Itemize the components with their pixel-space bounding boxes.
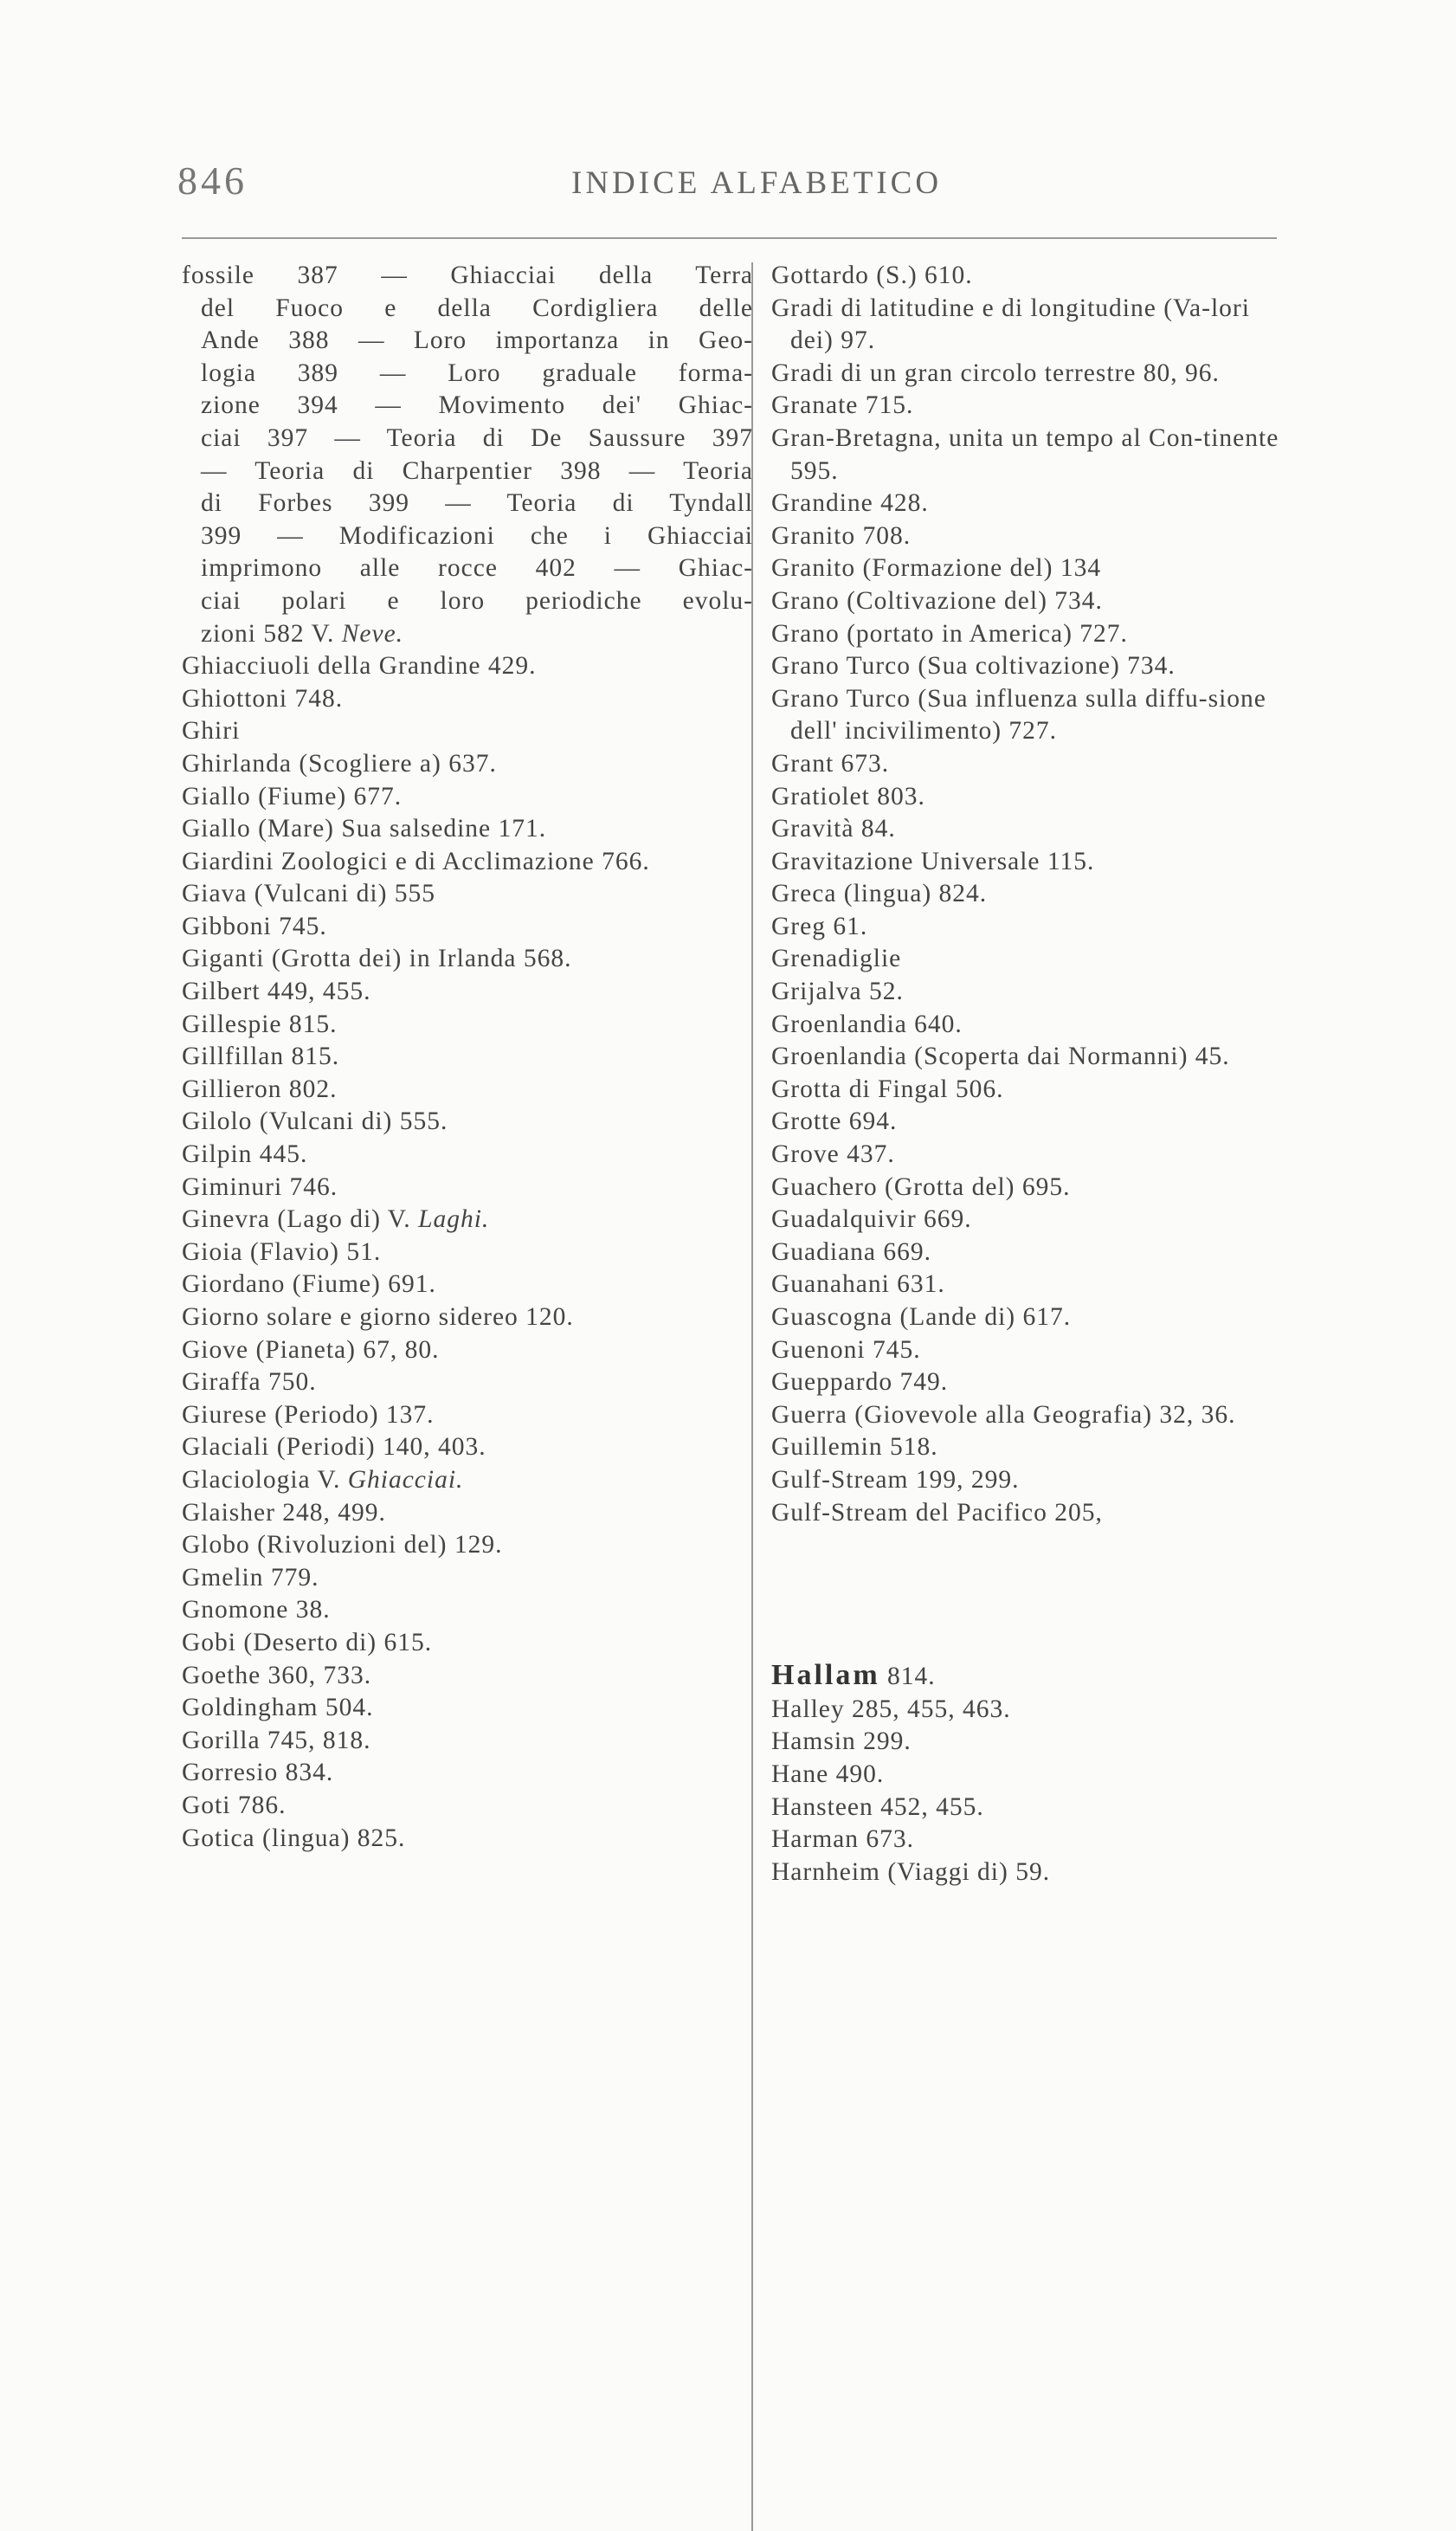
index-entry bbox=[771, 1204, 1299, 1236]
index-entry-text: Gobi (Deserto di) 615. bbox=[182, 1628, 433, 1656]
index-entry-text: Grano Turco (Sua influenza sulla diffu-sione dell' incivilimento) 727. bbox=[771, 684, 1266, 746]
index-entry-text: Halley 285, 455, 463. bbox=[771, 1695, 1011, 1723]
index-entry-text: Giurese (Periodo) 137. bbox=[182, 1400, 435, 1429]
index-entry bbox=[771, 1334, 1299, 1367]
index-entry-text: Giardini Zoologici e di Acclimazione 766. bbox=[182, 847, 650, 875]
right-entries bbox=[771, 260, 1299, 1529]
index-entry-text: Grano (Coltivazione del) 734. bbox=[771, 586, 1103, 615]
index-entry-text: Giava (Vulcani di) 555 bbox=[182, 880, 436, 908]
index-entry-text: Gillieron 802. bbox=[182, 1075, 338, 1103]
index-entry bbox=[771, 1759, 1299, 1792]
index-entry-text: Gottardo (S.) 610. bbox=[771, 261, 973, 289]
index-entry-text: Glaisher 248, 499. bbox=[182, 1498, 386, 1527]
see-reference: Ghiacciai. bbox=[347, 1465, 464, 1494]
left-column bbox=[182, 260, 753, 1855]
index-entry bbox=[182, 1660, 753, 1693]
index-entry bbox=[771, 943, 1299, 976]
section-h-entries bbox=[771, 1694, 1299, 1889]
index-entry-text: Goldingham 504. bbox=[182, 1694, 374, 1722]
index-entry-text: Guanahani 631. bbox=[771, 1270, 945, 1299]
index-entry-text: Gorilla 745, 818. bbox=[182, 1726, 371, 1754]
index-entry-text: Giganti (Grotta dei) in Irlanda 568. bbox=[182, 945, 572, 973]
see-reference: Laghi. bbox=[418, 1205, 490, 1234]
index-entry-text: Granito (Formazione del) 134 bbox=[771, 554, 1102, 583]
index-entry-text: Ghirlanda (Scogliere a) 637. bbox=[182, 749, 497, 778]
index-entry bbox=[182, 1627, 753, 1660]
index-entry bbox=[182, 1172, 753, 1204]
index-entry-text: Granate 715. bbox=[771, 391, 914, 420]
index-entry bbox=[771, 878, 1299, 911]
continuation-line: di Forbes 399 — Teoria di Tyndall bbox=[201, 489, 753, 518]
index-entry-text: Guenoni 745. bbox=[771, 1335, 921, 1364]
index-entry-text: Gmelin 779. bbox=[182, 1563, 319, 1592]
index-entry bbox=[182, 878, 753, 911]
index-entry bbox=[182, 1204, 753, 1236]
index-entry-text: Guillemin 518. bbox=[771, 1433, 938, 1462]
index-entry-text: Gravitazione Universale 115. bbox=[771, 847, 1095, 875]
section-head-rest: 814. bbox=[879, 1663, 936, 1691]
index-entry-text: Gnomone 38. bbox=[182, 1596, 331, 1624]
index-entry bbox=[182, 911, 753, 944]
index-entry-text: Giove (Pianeta) 67, 80. bbox=[182, 1335, 440, 1364]
index-entry bbox=[771, 1236, 1299, 1269]
continuation-line: imprimono alle rocce 402 — Ghiac- bbox=[201, 554, 753, 583]
index-entry bbox=[771, 1009, 1299, 1042]
index-entry bbox=[182, 813, 753, 846]
index-entry bbox=[182, 1464, 753, 1497]
index-entry bbox=[182, 683, 753, 716]
index-entry-text: Grenadiglie bbox=[771, 945, 902, 973]
index-entry bbox=[771, 813, 1299, 846]
index-entry bbox=[182, 1009, 753, 1042]
index-entry bbox=[771, 781, 1299, 814]
index-entry-text: Ginevra (Lago di) V. bbox=[182, 1205, 419, 1234]
index-entry bbox=[182, 1301, 753, 1334]
index-entry-text: Giminuri 746. bbox=[182, 1172, 338, 1201]
index-entry-text: Giordano (Fiume) 691. bbox=[182, 1270, 436, 1299]
index-entry bbox=[771, 748, 1299, 781]
index-entry-text: Hane 490. bbox=[771, 1759, 885, 1788]
continuation-paragraph bbox=[182, 260, 753, 650]
index-entry-text: Giraffa 750. bbox=[182, 1368, 317, 1397]
index-entry bbox=[771, 585, 1299, 618]
index-entry-text: Groenlandia 640. bbox=[771, 1010, 963, 1038]
index-entry-text: Grotte 694. bbox=[771, 1107, 898, 1136]
index-entry bbox=[182, 1041, 753, 1074]
index-entry-text: Harman 673. bbox=[771, 1825, 915, 1854]
index-entry bbox=[771, 1694, 1299, 1727]
index-entry-text: Giorno solare e giorno sidereo 120. bbox=[182, 1303, 574, 1331]
section-gap bbox=[771, 1529, 1299, 1659]
index-entry bbox=[771, 683, 1299, 748]
index-entry bbox=[771, 1792, 1299, 1824]
index-entry bbox=[182, 1823, 753, 1856]
index-entry bbox=[182, 976, 753, 1009]
index-entry bbox=[182, 943, 753, 976]
index-entry bbox=[771, 1366, 1299, 1399]
section-head-word: Hallam bbox=[771, 1659, 880, 1692]
index-entry bbox=[771, 1172, 1299, 1204]
index-entry-text: Gratiolet 803. bbox=[771, 782, 925, 810]
index-entry-text: Gran-Bretagna, unita un tempo al Con-tinente 595. bbox=[771, 423, 1279, 485]
continuation-line: zioni 582 V. Neve. bbox=[201, 619, 404, 648]
index-entry-text: Gulf-Stream del Pacifico 205, bbox=[771, 1498, 1103, 1527]
index-entry bbox=[771, 1041, 1299, 1074]
index-entry bbox=[771, 293, 1299, 358]
index-entry-text: Grano Turco (Sua coltivazione) 734. bbox=[771, 652, 1176, 681]
index-entry-text: Gulf-Stream 199, 299. bbox=[771, 1465, 1020, 1494]
index-entry-text: Gillfillan 815. bbox=[182, 1043, 340, 1071]
index-entry bbox=[182, 748, 753, 781]
index-entry-text: Ghiri bbox=[182, 717, 241, 746]
index-entry-text: Gilolo (Vulcani di) 555. bbox=[182, 1107, 448, 1136]
index-entry bbox=[771, 846, 1299, 879]
index-entry-text: Gibboni 745. bbox=[182, 912, 327, 940]
index-entry-text: Guadiana 669. bbox=[771, 1237, 932, 1266]
continuation-line: ciai 397 — Teoria di De Saussure 397 bbox=[201, 423, 753, 452]
index-entry-text: Guachero (Grotta del) 695. bbox=[771, 1172, 1071, 1201]
index-entry bbox=[182, 1269, 753, 1301]
index-entry bbox=[771, 1106, 1299, 1139]
index-entry bbox=[182, 1790, 753, 1823]
index-entry-text: Grant 673. bbox=[771, 749, 890, 778]
index-entry-text: Grove 437. bbox=[771, 1140, 895, 1169]
index-entry-text: Gradi di un gran circolo terrestre 80, 96. bbox=[771, 358, 1220, 387]
index-entry bbox=[182, 1757, 753, 1790]
index-entry bbox=[771, 911, 1299, 944]
index-entry bbox=[771, 1431, 1299, 1464]
index-entry-text: Gorresio 834. bbox=[182, 1759, 334, 1787]
index-entry-text: Guadalquivir 669. bbox=[771, 1205, 972, 1234]
column-divider bbox=[751, 262, 753, 2531]
index-entry bbox=[771, 1269, 1299, 1301]
index-entry bbox=[182, 1562, 753, 1595]
index-entry-text: Gradi di latitudine e di longitudine (Va-lori dei) 97. bbox=[771, 294, 1250, 355]
index-entry bbox=[771, 390, 1299, 423]
index-entry bbox=[771, 1139, 1299, 1172]
index-entry-text: Grotta di Fingal 506. bbox=[771, 1075, 1004, 1103]
index-entry bbox=[182, 1529, 753, 1562]
continuation-line: 399 — Modificazioni che i Ghiacciai bbox=[201, 521, 753, 550]
index-entry bbox=[182, 781, 753, 814]
index-entry bbox=[182, 650, 753, 683]
index-entry bbox=[771, 1726, 1299, 1759]
index-entry bbox=[182, 1074, 753, 1107]
index-entry-text: Greg 61. bbox=[771, 912, 868, 940]
index-entry bbox=[182, 1692, 753, 1725]
index-entry bbox=[182, 1366, 753, 1399]
continuation-line: Ande 388 — Loro importanza in Geo- bbox=[201, 326, 753, 355]
index-entry-text: Giallo (Mare) Sua salsedine 171. bbox=[182, 815, 547, 843]
index-entry-text: Hamsin 299. bbox=[771, 1727, 912, 1756]
index-entry-text: Gravità 84. bbox=[771, 815, 896, 843]
index-entry bbox=[182, 1334, 753, 1367]
index-entry bbox=[771, 976, 1299, 1009]
index-entry-text: Glaciologia V. bbox=[182, 1465, 348, 1494]
index-entry-text: Harnheim (Viaggi di) 59. bbox=[771, 1857, 1051, 1886]
continuation-line: fossile 387 — Ghiacciai della Terra bbox=[182, 261, 753, 289]
continuation-line: — Teoria di Charpentier 398 — Teoria bbox=[201, 456, 753, 485]
index-entry bbox=[182, 1106, 753, 1139]
continuation-line: logia 389 — Loro graduale forma- bbox=[201, 358, 753, 387]
index-entry bbox=[771, 260, 1299, 293]
index-entry-text: Globo (Rivoluzioni del) 129. bbox=[182, 1531, 503, 1559]
index-entry-text: Groenlandia (Scoperta dai Normanni) 45. bbox=[771, 1043, 1230, 1071]
index-entry-text: Grano (portato in America) 727. bbox=[771, 619, 1128, 648]
index-entry bbox=[771, 618, 1299, 651]
index-entry bbox=[182, 1431, 753, 1464]
index-entry-text: Gioia (Flavio) 51. bbox=[182, 1237, 382, 1266]
index-entry bbox=[771, 1824, 1299, 1856]
index-entry bbox=[182, 846, 753, 879]
header-rule bbox=[182, 237, 1277, 239]
index-entry-text: Goti 786. bbox=[182, 1791, 287, 1819]
section-h-head bbox=[771, 1659, 1299, 1694]
index-entry bbox=[771, 1497, 1299, 1530]
index-entry bbox=[182, 1497, 753, 1530]
index-entry-text: Ghiottoni 748. bbox=[182, 684, 344, 713]
index-entry-text: Grandine 428. bbox=[771, 489, 929, 518]
index-entry-text: Grijalva 52. bbox=[771, 978, 904, 1006]
index-entry-text: Gueppardo 749. bbox=[771, 1368, 949, 1397]
index-entry bbox=[771, 423, 1299, 487]
index-entry-text: Granito 708. bbox=[771, 521, 912, 550]
left-entries bbox=[182, 650, 753, 1855]
index-entry-text: Goethe 360, 733. bbox=[182, 1661, 372, 1689]
index-entry bbox=[771, 520, 1299, 553]
index-entry bbox=[771, 1399, 1299, 1432]
index-entry bbox=[771, 358, 1299, 391]
index-entry-text: Guascogna (Lande di) 617. bbox=[771, 1303, 1072, 1331]
index-entry bbox=[182, 1399, 753, 1432]
right-column bbox=[771, 260, 1299, 1889]
page-number: 846 bbox=[177, 158, 248, 203]
index-entry bbox=[771, 1464, 1299, 1497]
continuation-lines bbox=[182, 260, 753, 650]
continuation-line: del Fuoco e della Cordigliera delle bbox=[201, 294, 753, 322]
see-reference: Neve. bbox=[341, 619, 404, 648]
index-entry bbox=[771, 1856, 1299, 1889]
index-entry-text: Gillespie 815. bbox=[182, 1010, 338, 1038]
index-entry bbox=[771, 487, 1299, 520]
index-entry bbox=[182, 715, 753, 748]
index-entry bbox=[182, 1725, 753, 1758]
continuation-line: ciai polari e loro periodiche evolu- bbox=[201, 586, 753, 615]
index-entry-text: Greca (lingua) 824. bbox=[771, 880, 988, 908]
index-entry-text: Gilpin 445. bbox=[182, 1140, 308, 1169]
index-entry-text: Hansteen 452, 455. bbox=[771, 1792, 984, 1821]
index-entry bbox=[771, 552, 1299, 585]
index-entry bbox=[771, 650, 1299, 683]
index-entry bbox=[182, 1594, 753, 1627]
index-entry bbox=[771, 1301, 1299, 1334]
index-entry-text: Ghiacciuoli della Grandine 429. bbox=[182, 652, 537, 681]
running-head: INDICE ALFABETICO bbox=[571, 165, 943, 201]
index-entry-text: Gilbert 449, 455. bbox=[182, 978, 371, 1006]
index-entry bbox=[771, 1074, 1299, 1107]
index-entry bbox=[182, 1139, 753, 1172]
continuation-line: zione 394 — Movimento dei' Ghiac- bbox=[201, 391, 753, 420]
index-entry-text: Guerra (Giovevole alla Geografia) 32, 36. bbox=[771, 1400, 1236, 1429]
index-entry-text: Giallo (Fiume) 677. bbox=[182, 782, 403, 810]
index-entry-text: Glaciali (Periodi) 140, 403. bbox=[182, 1433, 486, 1462]
index-entry-text: Gotica (lingua) 825. bbox=[182, 1824, 406, 1852]
index-entry bbox=[182, 1236, 753, 1269]
